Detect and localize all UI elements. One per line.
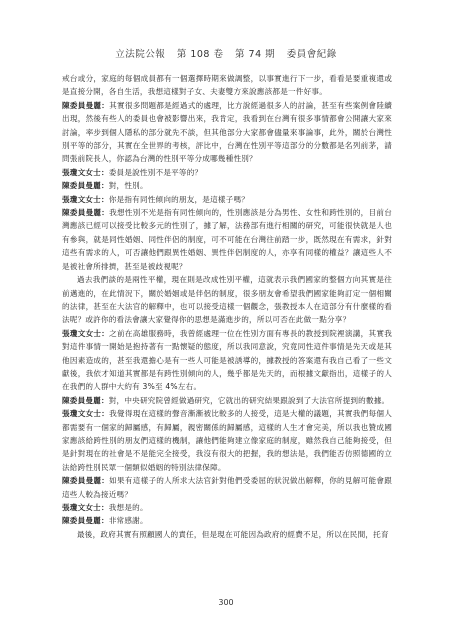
paragraph-text: 我想是的。 bbox=[108, 503, 148, 512]
paragraph bbox=[62, 474, 392, 501]
speaker-label: 張瓊文女士： bbox=[62, 167, 109, 177]
paragraph bbox=[62, 528, 392, 541]
paragraph bbox=[62, 206, 392, 273]
paragraph bbox=[62, 514, 392, 527]
paragraph-text: 戒台或分，家庭的每個成員都有一個選擇時期來做調整，以事實進行下一步，看看是要重複還或是直接分開，各自生活，我想這樣對子女、夫妻雙方來說應該都是一件好事。 bbox=[62, 74, 392, 97]
section-name: 委員會紀錄 bbox=[286, 49, 337, 60]
speaker-label: 陳委員曼麗： bbox=[62, 181, 109, 191]
paragraph-text: 委員是說性別不是平等的？ bbox=[108, 167, 203, 177]
paragraph bbox=[62, 407, 392, 474]
paragraph bbox=[62, 327, 392, 394]
paragraph-text: 對，中央研究院曾經做過研究，它就出的研究結果跟說到了大法官所提到的數據。 bbox=[108, 395, 390, 405]
paragraph bbox=[62, 501, 392, 514]
paragraph bbox=[62, 193, 392, 206]
speaker-label: 陳委員曼麗： bbox=[62, 476, 110, 486]
paragraph-text: 最後，政府其實有照顧國人的責任，但是現在可能因為政府的經費不足，所以在民間，托育 bbox=[77, 529, 389, 539]
document-body bbox=[62, 72, 392, 541]
paragraph-text: 我想性別不光是指有同性傾向的，性別應該是分為男性、女性和跨性別的，目前台灣應該已經可以接受比較多元的性別了，據了解，法務部有進行相關的研究，可能很快就是人也有參與，就是同性婚姻、同性伴侶的制度，可不可能在台灣往前踏一步，既然現在有需求，針對這些有需求的人，可否讓他們跟異性婚姻、異性伴侶制度的人，亦享有同樣的權益？讓這些人不是被社會所排擠，甚至是被歧視呢？ bbox=[62, 208, 392, 271]
paragraph-text: 非常感謝。 bbox=[108, 516, 148, 526]
page-number: 300 bbox=[218, 598, 234, 607]
paragraph-text: 我覺得現在這樣的聲音漸漸被比較多的人接受，這是大權的議題，其實我們每個人都需要有一個家的歸屬感，有歸屬，親密關係的歸屬感，這樣的人生才會完美，所以我也贊成國家應該給跨性別的朋友們這樣的機制，讓他們能夠建立像家庭的制度，雖然我自己能夠接受，但是針對現在的社會是不是能完全接受，我沒有很大的把握，我的想法是，我們能否仿照德國的立法給跨性別民眾一個類似婚姻的特別法律保障。 bbox=[62, 409, 392, 472]
paragraph-text: 你是指有同性傾向的朋友，是這樣子嗎？ bbox=[108, 194, 250, 204]
paragraph-text: 如果有這樣子的人所求大法官針對他們受委屈的狀況做出解釋，你的見解可能會跟這些人較為接近嗎？ bbox=[62, 476, 392, 499]
paragraph-text: 對，性別。 bbox=[108, 181, 148, 191]
speaker-label: 張瓊文女士： bbox=[62, 503, 109, 512]
volume-number: 第 108 卷 bbox=[176, 49, 224, 60]
paragraph-text: 其實很多問題都是經過式的處理，比方說經過很多人的討論，甚至有些案例會陸續出現，然後有些人的委員也會被影響出來，我肯定，我看到在台灣有很多事情都會公開讓大家來討論，率步到個人隱私的部分就先不談，但其他部分大家都會儘量來事論事，此外，關於台灣性別平等的部分，其實在全世界的考核，評比中，台灣在性別平等這部分的分數都是名列前茅，請問張前院長人，你認為台灣的性別平等分成哪幾種性別？ bbox=[62, 100, 392, 164]
publication-title: 立法院公報 bbox=[115, 49, 166, 60]
issue-number: 第 74 期 bbox=[235, 49, 276, 60]
speaker-label: 張瓊文女士： bbox=[62, 328, 110, 338]
paragraph bbox=[62, 99, 392, 166]
paragraph bbox=[62, 273, 392, 327]
paragraph bbox=[62, 394, 392, 407]
speaker-label: 陳委員曼麗： bbox=[62, 516, 109, 526]
speaker-label: 張瓊文女士： bbox=[62, 409, 110, 419]
speaker-label: 陳委員曼麗： bbox=[62, 208, 110, 218]
paragraph-text: 之前在高雄服務時，我曾經處理一位在性別方面有專長的教授到院裡演講，其實我對這件事情一開始是抱持著有一點懷疑的態度，所以我同意說，究竟同性這件事情是先天或是其他因素造成的，甚至我還擔心是有一些人可能是被誘導的，據教授的答案還有我自己看了一些文獻後，我依才知道其實都是有跨性別傾向的人，幾乎都是先天的，而根據文獻指出，這樣子的人在我們的人群中大約有 3%至 4%左右。 bbox=[62, 328, 392, 392]
page-header bbox=[0, 46, 452, 60]
speaker-label: 陳委員曼麗： bbox=[62, 395, 109, 405]
paragraph bbox=[62, 72, 392, 99]
speaker-label: 張瓊文女士： bbox=[62, 194, 109, 204]
paragraph bbox=[62, 179, 392, 192]
paragraph-text: 過去我們談的是兩性平權，現在則是改成性別平權，這就表示我們國家的整個方向其實是往前邁進的，在此情況下，關於婚姻或是伴侶的制度，很多朋友會希望我們國家能夠訂定一個相關的法律，甚至在大法官的解釋中，也可以接受這樣一個觀念，張教授本人在這部分有什麼樣的看法呢？或許你的看法會讓大家覺得你的思想是滿進步的，所以可否在此做一點分享？ bbox=[62, 275, 392, 325]
speaker-label: 陳委員曼麗： bbox=[62, 100, 110, 110]
paragraph bbox=[62, 166, 392, 179]
